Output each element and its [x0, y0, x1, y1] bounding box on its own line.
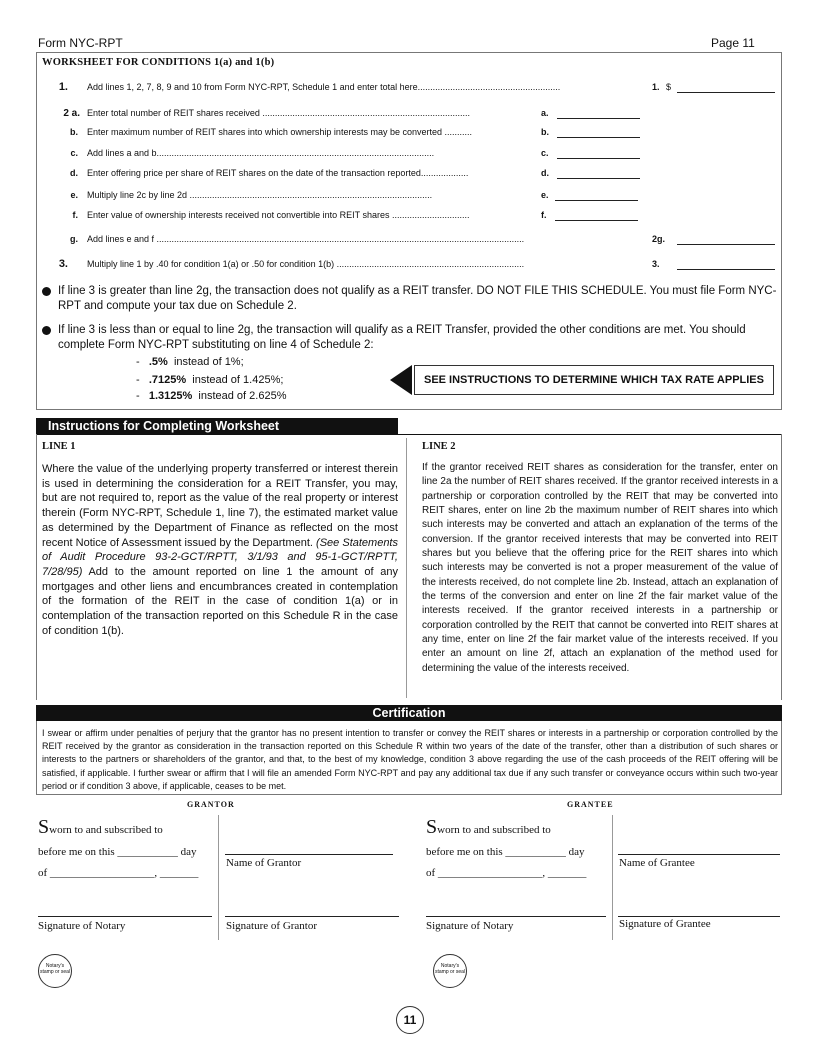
worksheet-line-2d [0, 168, 816, 182]
grantee-name-label: Name of Grantee [619, 857, 695, 869]
rate-option-3 [136, 390, 286, 402]
line-ref: 3. [652, 259, 660, 269]
worksheet-line-2f [0, 210, 816, 224]
line1-text-b: Add to the amount reported on line 1 the amount of any mortgages and other liens and encumbrances created in contemplation of the formation of the REIT in the case of condition 1(a) or in contemplation of the transaction reported on this Schedule R in the case of condition 1(b). [42, 565, 398, 637]
line-ref: a. [541, 108, 549, 118]
grantee-name-line[interactable] [618, 854, 780, 855]
bullet-qualify [42, 323, 780, 353]
grantee-notary-seal: Notary's stamp or seal [433, 954, 467, 988]
line-text: Enter maximum number of REIT shares into which ownership interests may be converted ........... [87, 127, 472, 137]
line-ref: 1. [652, 82, 660, 92]
sworn-text: worn to and subscribed to [49, 824, 163, 836]
dollar-sign: $ [666, 82, 672, 92]
bullet-text: If line 3 is greater than line 2g, the transaction does not qualify as a REIT transfer. DO NOT FILE THIS SCHEDULE. You must file Form NYC-RPT and compute your tax due on Schedule 2. [58, 285, 777, 312]
line-number: b. [70, 127, 78, 137]
bullet-not-qualify [42, 284, 780, 314]
grantee-signature-label: Signature of Grantee [619, 918, 711, 930]
line-2d-input[interactable] [557, 168, 640, 179]
rate-dash: - [136, 390, 140, 402]
line-ref: d. [541, 168, 549, 178]
grantor-name-line[interactable] [225, 854, 393, 855]
line-2f-input[interactable] [555, 210, 638, 221]
worksheet-line-3 [0, 259, 816, 273]
line-number: e. [70, 190, 78, 200]
worksheet-title: WORKSHEET FOR CONDITIONS 1(a) and 1(b) [42, 57, 275, 68]
line1-instructions [42, 462, 398, 638]
line-ref: c. [541, 148, 549, 158]
line-ref: 2g. [652, 234, 666, 244]
certification-text: I swear or affirm under penalties of perjury that the grantor has no present intention to transfer or convey the REIT shares or interests in a partnership or corporation controlled by the REIT received by the grantor as consideration in the transaction reported on this Schedule R within two years of the date of the transfer, other than a distribution of such shares or interests to the partners or shareholders of the grantor, and that, to the best of my knowledge, condition 3 above regarding the use of the cash proceeds of the REIT offering will be satisfied, if applicable. I further swear or affirm that I will file an amended Form NYC-RPT and pay any additional tax due if any such transfer or conveyance occurs within such two-year period or if condition 3 above, if applicable, ceases to be met. [42, 728, 778, 791]
page-number: 11 [396, 1006, 424, 1034]
line2-heading: LINE 2 [422, 441, 456, 452]
line2-instructions: If the grantor received REIT shares as consideration for the transfer, enter on line 2a the number of REIT shares received. If the grantor received interests in a partnership or corporation controlled by the REIT that may be converted into REIT shares, enter on line 2b the maximum number of REIT shares into which such interests may be converted and attach an explanation of the terms of the conversion. If the grantor received interests that may be converted into REIT shares but you believe that the offering price for the REIT shares into which such interests may be converted is not a proper measurement of the value of the interests received, do not complete line 2b. Instead, attach an explanation of the terms of the conversion and enter on line 2f the fair market value of the interests received. If the grantor received interests in a partnership or corporation controlled by the REIT that cannot be converted into REIT shares at any time, enter on line 2f the fair market value of the interests received. If you enter an amount on line 2f, attach an explanation of the method used for determining the value of the interests received. [422, 462, 778, 674]
worksheet-line-2a [0, 108, 816, 122]
callout-text: SEE INSTRUCTIONS TO DETERMINE WHICH TAX RATE APPLIES [414, 365, 774, 395]
rate-instead: instead of 1.425%; [192, 374, 284, 386]
line-ref: e. [541, 190, 549, 200]
line-2e-input[interactable] [555, 190, 638, 201]
worksheet-line-2b [0, 127, 816, 141]
line-number: 3. [58, 258, 68, 270]
worksheet-line-2e [0, 190, 816, 204]
tax-rate-callout [390, 365, 776, 395]
line-number: 1. [58, 81, 68, 93]
line-ref: f. [541, 210, 547, 220]
rate-value: .7125% [148, 374, 187, 386]
rate-dash: - [136, 374, 140, 386]
grantor-sworn [38, 816, 163, 839]
line-2g-input[interactable] [677, 234, 775, 245]
line-number: g. [70, 234, 78, 244]
line-number: d. [70, 168, 78, 178]
grantee-signature-line[interactable] [618, 916, 780, 917]
rate-value: .5% [148, 356, 168, 368]
worksheet-line-2c [0, 148, 816, 162]
worksheet-line-1 [0, 82, 816, 96]
rate-instead: instead of 1%; [173, 356, 244, 368]
grantor-signature-label: Signature of Grantor [226, 920, 318, 932]
rate-option-2 [136, 374, 283, 386]
line-2a-input[interactable] [557, 108, 640, 119]
line-2c-input[interactable] [557, 148, 640, 159]
line-2b-input[interactable] [557, 127, 640, 138]
arrow-left-icon [390, 365, 412, 395]
line-text: Multiply line 1 by .40 for condition 1(a) or .50 for condition 1(b) ........................................................................... [87, 259, 525, 269]
line-text: Enter total number of REIT shares received ................................................................................... [87, 108, 470, 118]
grantor-notary-label: Signature of Notary [38, 920, 126, 932]
certification-title: Certification [36, 705, 782, 721]
rate-dash: - [136, 356, 140, 368]
sworn-initial: S [38, 816, 50, 838]
line-3-input[interactable] [677, 259, 775, 270]
rate-option-1 [136, 356, 244, 368]
line-text: Enter offering price per share of REIT shares on the date of the transaction reported................... [87, 168, 469, 178]
divider [612, 815, 613, 940]
rate-value: 1.3125% [148, 390, 193, 402]
page-label: Page 11 [711, 36, 755, 50]
grantee-notary-label: Signature of Notary [426, 920, 514, 932]
column-divider [406, 438, 407, 698]
line-number: f. [72, 210, 78, 220]
grantee-heading: GRANTEE [567, 800, 614, 809]
line-number: c. [70, 148, 78, 158]
line1-text-citation: (See Statements of Audit Procedure 93-2-GCT/RPTT, 3/1/93 and 95-1-GCT/RPTT, 7/28/95) [42, 536, 398, 578]
line-text: Add lines e and f ................................................................................................................................................... [87, 234, 525, 244]
bullet-text: If line 3 is less than or equal to line 2g, the transaction will qualify as a REIT Transfer, provided the other conditions are met. You should complete Form NYC-RPT substituting on line 4 of Schedule 2: [58, 324, 746, 351]
sworn-text: worn to and subscribed to [437, 824, 551, 836]
grantor-name-label: Name of Grantor [226, 857, 302, 869]
bullet-icon [42, 326, 51, 335]
grantor-notary-signature-line[interactable] [38, 916, 212, 917]
line1-text-a: Where the value of the underlying property transferred or interest therein is used in determining the consideration for a REIT Transfer, you may, but are not required to, report as the value of the real property or interest therein (Form NYC-RPT, Schedule 1, line 7), the estimated market value as determined by the Department of Finance as reflected on the most recent Notice of Assessment issued by the Department. [42, 463, 398, 549]
line-1-input[interactable] [677, 82, 775, 93]
grantee-sworn [426, 816, 551, 839]
instructions-title: Instructions for Completing Worksheet [36, 418, 398, 435]
line-text: Enter value of ownership interests received not convertible into REIT shares ............................... [87, 210, 470, 220]
rate-instead: instead of 2.625% [198, 390, 287, 402]
grantee-notary-signature-line[interactable] [426, 916, 606, 917]
line-text: Add lines a and b............................................................................................................... [87, 148, 435, 158]
sworn-initial: S [426, 816, 438, 838]
line-text: Add lines 1, 2, 7, 8, 9 and 10 from Form NYC-RPT, Schedule 1 and enter total here......................................................... [87, 82, 561, 92]
line-number: 2 a. [63, 108, 80, 119]
form-name: Form NYC-RPT [38, 36, 123, 50]
bullet-icon [42, 287, 51, 296]
grantor-before: before me on this ___________ day [38, 846, 197, 858]
grantor-signature-line[interactable] [225, 916, 399, 917]
worksheet-line-2g [0, 234, 816, 248]
grantee-of: of ___________________, _______ [426, 867, 587, 879]
grantor-heading: GRANTOR [187, 800, 235, 809]
line1-heading: LINE 1 [42, 441, 76, 452]
divider [218, 815, 219, 940]
line-ref: b. [541, 127, 549, 137]
grantor-of: of ___________________, _______ [38, 867, 199, 879]
grantor-notary-seal: Notary's stamp or seal [38, 954, 72, 988]
line-text: Multiply line 2c by line 2d ................................................................................................. [87, 190, 433, 200]
grantee-before: before me on this ___________ day [426, 846, 585, 858]
